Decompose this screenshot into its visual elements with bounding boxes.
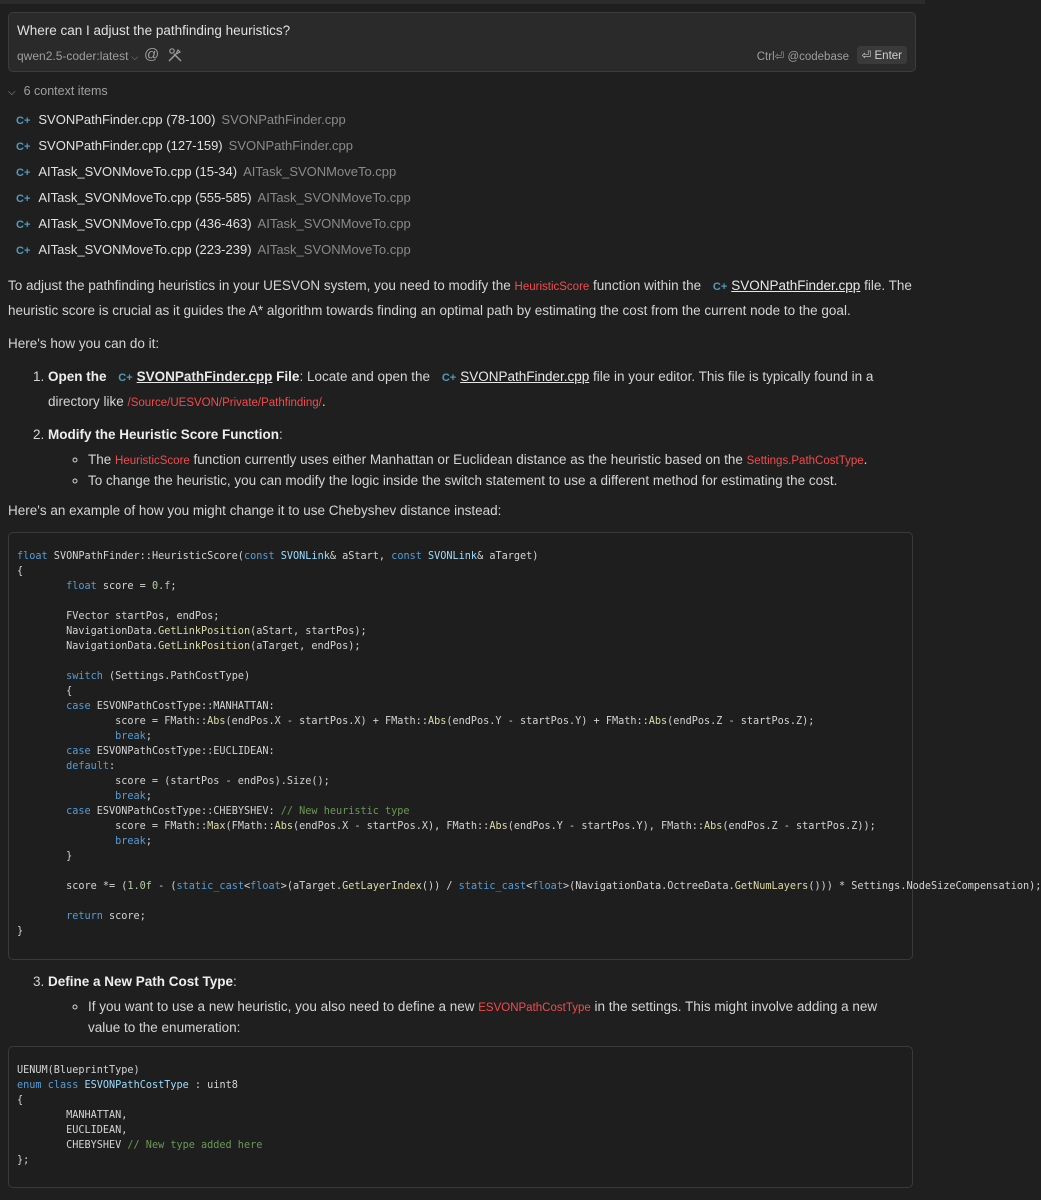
cpp-file-icon: C+ <box>16 193 31 205</box>
step-title: Define a New Path Cost Type <box>48 974 234 989</box>
context-item-label: AITask_SVONMoveTo.cpp (15-34) <box>38 164 238 179</box>
code-line: default: <box>66 761 116 772</box>
file-link[interactable]: SVONPathFinder.cpp <box>460 369 590 384</box>
chevron-down-icon: ⌵ <box>131 52 139 62</box>
code-line: MANHATTAN, <box>17 1110 128 1121</box>
bullet-text: function currently uses either Manhattan or Euclidean distance as the heuristic based on the <box>189 452 747 467</box>
context-item-label: SVONPathFinder.cpp (78-100) <box>38 112 216 127</box>
context-item-path: AITask_SVONMoveTo.cpp <box>243 164 397 179</box>
code-line: NavigationData.GetLinkPosition(aTarget, endPos); <box>17 641 361 652</box>
code-line: } <box>17 926 24 937</box>
code-line: EUCLIDEAN, <box>17 1125 128 1136</box>
inline-code: HeuristicScore <box>115 455 190 467</box>
code-line: CHEBYSHEV // New type added here <box>17 1140 263 1151</box>
code-line: float score = 0.f; <box>66 581 177 592</box>
code-line <box>17 654 904 669</box>
code-line: score = FMath::Abs(endPos.X - startPos.X) + FMath::Abs(endPos.Y - startPos.Y) + FMath::Abs(endPos.Z - startPos.Z); <box>17 716 815 727</box>
intro-text: To adjust the pathfinding heuristics in your UESVON system, you need to modify the <box>8 278 515 293</box>
enter-button[interactable]: ⏎ Enter <box>857 46 907 64</box>
assistant-answer <box>8 274 1041 1188</box>
context-item[interactable] <box>16 189 411 215</box>
codebase-shortcut[interactable]: Ctrl⏎ @codebase <box>756 51 849 63</box>
code-block-enum[interactable] <box>8 1046 913 1188</box>
context-item-label: SVONPathFinder.cpp (127-159) <box>38 138 223 153</box>
context-item-label: AITask_SVONMoveTo.cpp (223-239) <box>38 242 252 257</box>
prompt-box[interactable] <box>8 12 916 72</box>
inline-code: ESVONPathCostType <box>478 1002 591 1014</box>
bullet-text: in the settings. This might involve adding a new value to the enumeration: <box>88 999 878 1035</box>
cpp-file-icon: C+ <box>16 115 31 127</box>
cpp-file-icon: C+ <box>16 245 31 257</box>
code-line: } <box>17 851 73 862</box>
steps-list <box>8 365 913 491</box>
inline-code: Settings.PathCostType <box>746 455 864 467</box>
code-line: NavigationData.GetLinkPosition(aStart, startPos); <box>17 626 367 637</box>
code-line: { <box>17 566 24 577</box>
code-line: switch (Settings.PathCostType) <box>66 671 251 682</box>
step-text: file in your editor. This file is typically found in a directory like <box>48 369 874 409</box>
bullet: ◦ To change the heuristic, you can modify the logic inside the switch statement to use a different method for estimating the cost. <box>88 471 913 491</box>
code-line <box>17 594 904 609</box>
context-items-toggle[interactable] <box>8 84 108 98</box>
step-title <box>48 369 299 384</box>
code-line: { <box>17 1095 24 1106</box>
step-text: : Locate and open the <box>299 369 434 384</box>
model-selector[interactable] <box>17 49 138 63</box>
intro-text: file. The heuristic score is crucial as it guides the A* algorithm towards finding an optimal path by estimating the cost from the current node to the goal. <box>8 278 912 318</box>
chevron-down-icon: ⌵ <box>8 87 16 98</box>
code-line: case ESVONPathCostType::CHEBYSHEV: // New heuristic type <box>66 806 410 817</box>
steps-list-continued <box>8 970 913 1038</box>
code-block-heuristic[interactable] <box>8 532 1041 960</box>
example-intro: Here's an example of how you might change it to use Chebyshev distance instead: <box>8 503 502 518</box>
step-text: : <box>233 974 237 989</box>
context-items-label: 6 context items <box>23 84 108 98</box>
step-1 <box>48 365 913 415</box>
context-item-path: SVONPathFinder.cpp <box>221 112 346 127</box>
step-3-bullets <box>48 997 913 1038</box>
howto-paragraph: Here's how you can do it: <box>8 336 160 351</box>
code-line: score *= (1.0f - (static_cast<float>(aTarget.GetLayerIndex()) / static_cast<float>(NavigationData.OctreeData.GetNumLayers())) * Settings.NodeSizeCompensation); <box>17 881 1041 892</box>
context-item[interactable] <box>16 137 411 163</box>
code-line: break; <box>115 791 152 802</box>
code-line: break; <box>115 731 152 742</box>
code-line: score = FMath::Max(FMath::Abs(endPos.X - startPos.X), FMath::Abs(endPos.Y - startPos.Y), FMath::Abs(endPos.Z - startPos.Z)); <box>17 821 876 832</box>
code-line: FVector startPos, endPos; <box>17 611 220 622</box>
intro-paragraph <box>8 274 913 322</box>
code-line: }; <box>17 1155 30 1166</box>
prompt-text[interactable]: Where can I adjust the pathfinding heuristics? <box>17 23 291 38</box>
context-item-path: AITask_SVONMoveTo.cpp <box>257 242 411 257</box>
step-text: : <box>279 427 283 442</box>
context-item-path: SVONPathFinder.cpp <box>228 138 353 153</box>
context-item[interactable] <box>16 111 411 137</box>
code-line <box>17 894 904 909</box>
context-list <box>16 111 411 267</box>
model-label: qwen2.5-coder:latest <box>17 49 129 63</box>
step-title-text: Open the <box>48 369 111 384</box>
top-bar <box>0 0 925 4</box>
code-line: score = (startPos - endPos).Size(); <box>17 776 330 787</box>
step-3 <box>48 970 913 1038</box>
cpp-file-icon: C+ <box>712 281 728 293</box>
bullet-text: The <box>88 452 116 467</box>
step-text: . <box>321 394 326 409</box>
context-item-label: AITask_SVONMoveTo.cpp (436-463) <box>38 216 252 231</box>
context-item-path: AITask_SVONMoveTo.cpp <box>257 190 411 205</box>
cpp-file-icon: C+ <box>16 141 31 153</box>
code-line: return score; <box>66 911 146 922</box>
bullet-text: . <box>863 452 868 467</box>
code-line <box>17 864 904 879</box>
cpp-file-icon: C+ <box>16 167 31 179</box>
context-item-label: AITask_SVONMoveTo.cpp (555-585) <box>38 190 252 205</box>
bullet <box>88 450 913 471</box>
context-item[interactable] <box>16 241 411 267</box>
inline-code: /Source/UESVON/Private/Pathfinding/ <box>127 397 322 409</box>
cpp-file-icon: C+ <box>16 219 31 231</box>
code-line: { <box>17 686 73 697</box>
cpp-file-icon: C+ <box>441 372 457 384</box>
cpp-file-icon: C+ <box>118 372 133 384</box>
step-2-bullets <box>48 450 913 491</box>
code-line: break; <box>115 836 152 847</box>
intro-text: function within the <box>589 278 705 293</box>
bullet <box>88 997 913 1038</box>
code-line: UENUM(BlueprintType) <box>17 1065 140 1076</box>
code-line: case ESVONPathCostType::EUCLIDEAN: <box>66 746 275 757</box>
code-line: float SVONPathFinder::HeuristicScore(const SVONLink& aStart, const SVONLink& aTarget) <box>17 551 539 562</box>
context-item-path: AITask_SVONMoveTo.cpp <box>257 216 411 231</box>
code-line: enum class ESVONPathCostType : uint8 <box>17 1080 238 1091</box>
context-item[interactable] <box>16 163 411 189</box>
context-item[interactable] <box>16 215 411 241</box>
step-title-text: File <box>272 369 300 384</box>
step-2 <box>48 423 913 491</box>
bullet-text: If you want to use a new heuristic, you also need to define a new <box>88 999 479 1014</box>
inline-code: HeuristicScore <box>514 281 590 293</box>
at-icon[interactable]: @ <box>144 46 160 63</box>
code-line: case ESVONPathCostType::MANHATTAN: <box>66 701 275 712</box>
tools-icon[interactable] <box>167 47 183 63</box>
file-link[interactable]: SVONPathFinder.cpp <box>136 369 273 384</box>
file-link[interactable]: SVONPathFinder.cpp <box>731 278 861 293</box>
step-title: Modify the Heuristic Score Function <box>48 427 280 442</box>
